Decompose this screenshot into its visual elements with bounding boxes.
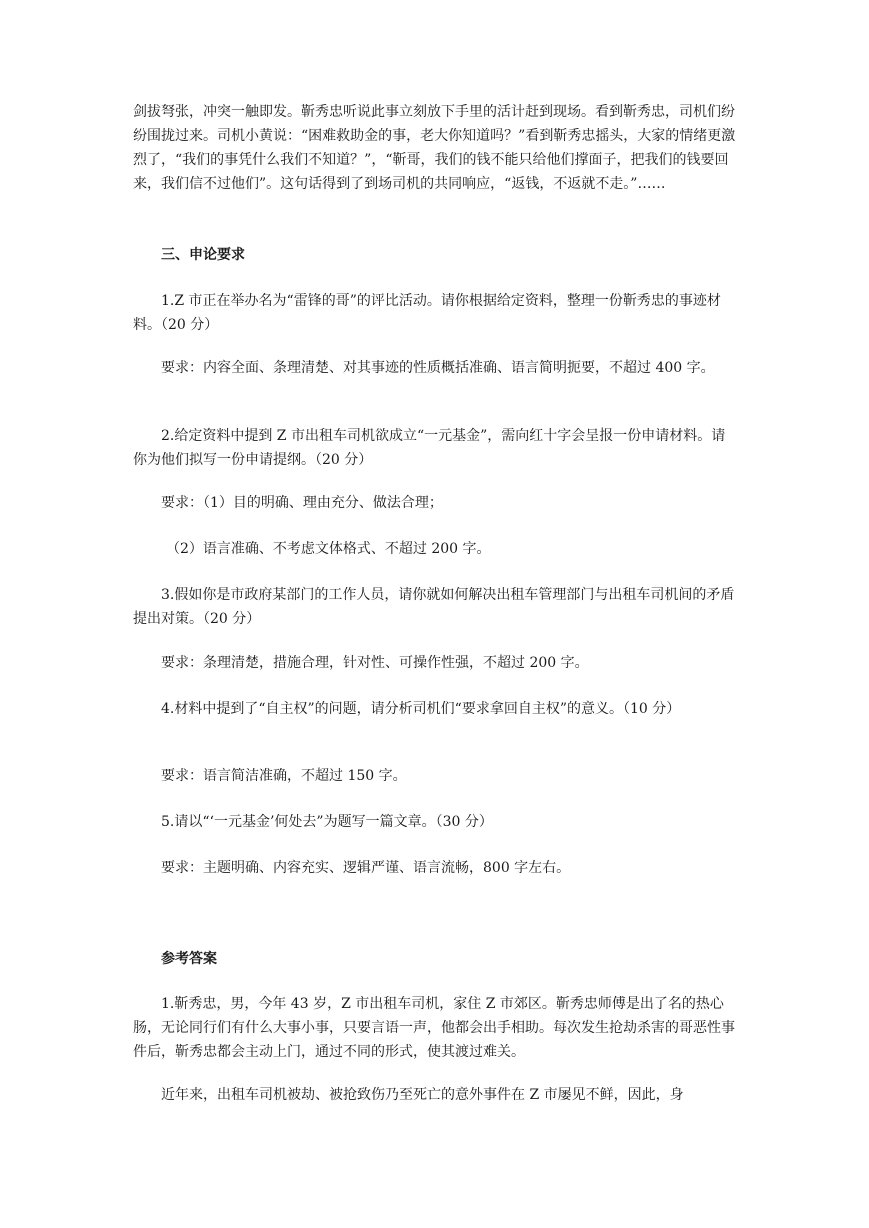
answer-1-paragraph-2: 近年来，出租车司机被劫、被抢致伤乃至死亡的意外事件在 Z 市屡见不鲜，因此，身 bbox=[161, 1087, 684, 1103]
question-3: 3.假如你是市政府某部门的工作人员，请你就如何解决出租车管理部门与出租车司机间的矛盾提出对策。（20 分） bbox=[133, 587, 735, 627]
question-2: 2.给定资料中提到 Z 市出租车司机欲成立“一元基金”，需向红十字会呈报一份申请材料。请你为他们拟写一份申请提纲。（20 分） bbox=[133, 428, 726, 468]
question-5: 5.请以“‘一元基金’何处去”为题写一篇文章。（30 分） bbox=[161, 814, 493, 830]
section-heading-requirements: 三、申论要求 bbox=[161, 247, 245, 263]
question-1-requirement: 要求：内容全面、条理清楚、对其事迹的性质概括准确、语言简明扼要，不超过 400 字。 bbox=[161, 360, 715, 376]
question-2-requirement-1: 要求：（1）目的明确、理由充分、做法合理； bbox=[161, 495, 443, 511]
continuation-paragraph: 剑拔弩张，冲突一触即发。靳秀忠听说此事立刻放下手里的活计赶到现场。看到靳秀忠，司机们纷纷围拢过来。司机小黄说：“困难救助金的事，老大你知道吗？”看到靳秀忠摇头，大家的情绪更激烈了，“我们的事凭什么我们不知道？”，“靳哥，我们的钱不能只给他们撑面子，把我们的钱要回来，我们信不过他们”。这句话得到了到场司机的共同响应，“返钱，不返就不走。”…… bbox=[133, 104, 736, 192]
question-4-requirement: 要求：语言简洁准确，不超过 150 字。 bbox=[161, 768, 407, 784]
question-4: 4.材料中提到了“自主权”的问题，请分析司机们“要求拿回自主权”的意义。（10 分） bbox=[161, 701, 681, 717]
question-5-requirement: 要求：主题明确、内容充实、逻辑严谨、语言流畅，800 字左右。 bbox=[161, 860, 571, 876]
question-1: 1.Z 市正在举办名为“雷锋的哥”的评比活动。请你根据给定资料，整理一份靳秀忠的事迹材料。（20 分） bbox=[133, 293, 721, 333]
answer-1-paragraph-1: 1.靳秀忠，男，今年 43 岁，Z 市出租车司机，家住 Z 市郊区。靳秀忠师傅是出了名的热心肠，无论同行们有什么大事小事，只要言语一声，他都会出手相助。每次发生抢劫杀害的哥恶性事件后，靳秀忠都会主动上门，通过不同的形式，使其渡过难关。 bbox=[133, 996, 735, 1060]
question-2-requirement-2: （2）语言准确、不考虑文体格式、不超过 200 字。 bbox=[166, 541, 491, 557]
question-3-requirement: 要求：条理清楚，措施合理，针对性、可操作性强，不超过 200 字。 bbox=[161, 655, 589, 671]
section-heading-answers: 参考答案 bbox=[161, 951, 217, 967]
